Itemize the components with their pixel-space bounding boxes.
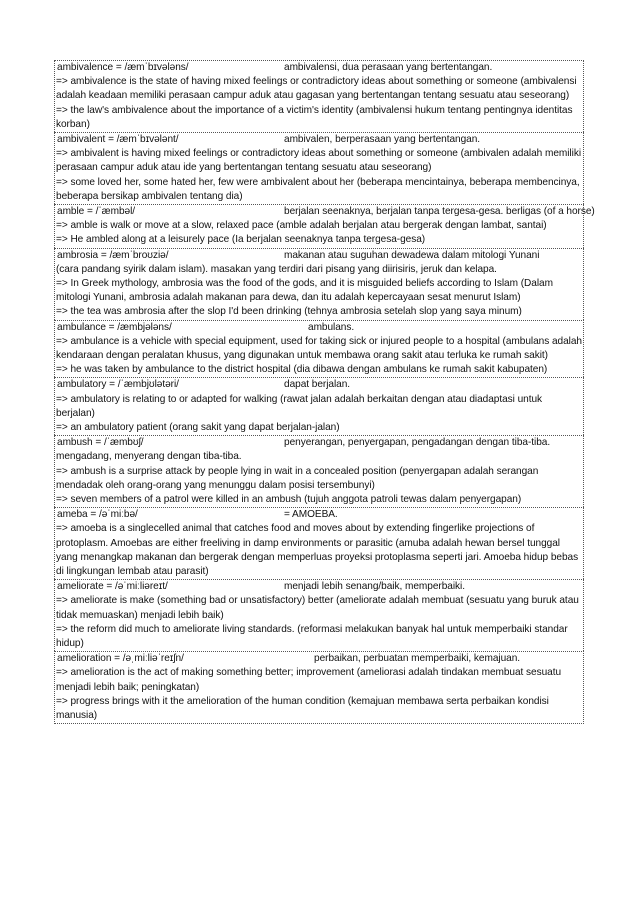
dictionary-page: [54, 60, 595, 724]
entry-meaning: ambulans.: [308, 321, 355, 333]
entry-text-line: => amelioration is the act of making something better; improvement (ameliorasi adalah tindakan membuat sesuatu menjadi lebih baik; peningkatan): [56, 667, 562, 693]
entry-text-line: => ambivalent is having mixed feelings or contradictory ideas about something or someone (ambivalen adalah memiliki perasaan campur aduk atau ide yang bertentangan tentang sesuatu atau seseorang): [56, 148, 582, 174]
entry-term: ambivalent = /æmˈbɪvələnt/: [57, 134, 179, 145]
dictionary-entry: [54, 132, 584, 204]
entry-text-line: => the tea was ambrosia after the slop I'd been drinking (tehnya ambrosia setelah slop yang saya minum): [56, 306, 522, 318]
dictionary-entry: [54, 377, 584, 435]
entry-meaning: dapat berjalan.: [284, 379, 351, 391]
entry-term: amelioration = /əˌmiːliəˈreɪʃn/: [57, 653, 184, 665]
entry-meaning: berjalan seenaknya, berjalan tanpa tergesa-gesa. berligas (of a horse): [284, 206, 595, 217]
dictionary-entry: [54, 579, 584, 651]
entry-text-line: => the reform did much to ameliorate living standards. (reformasi melakukan banyak hal untuk memperbaiki standar hidup): [56, 623, 568, 649]
entry-headline: [56, 436, 582, 450]
entry-term: ameba = /əˈmiːbə/: [57, 509, 138, 521]
entry-text-line: => amble is walk or move at a slow, relaxed pace (amble adalah berjalan atau bergerak dengan lambat, santai): [56, 220, 547, 232]
dictionary-entry: [54, 651, 584, 724]
entry-term: ambivalence = /æmˈbɪvələns/: [57, 62, 189, 73]
entry-term: ambulatory = /ˈæmbjʊlətəri/: [57, 379, 179, 391]
entry-meaning: = AMOEBA.: [284, 509, 338, 521]
entry-text-line: => ambulance is a vehicle with special equipment, used for taking sick or injured people to a hospital (ambulans adalah kendaraan dengan peralatan khusus, yang digunakan untuk membawa orang sakit atau terluka ke rumah sakit): [56, 335, 582, 361]
entry-headline: [56, 378, 582, 392]
entry-text-line: => ambivalence is the state of having mixed feelings or contradictory ideas about something or someone (ambivalensi adalah keadaan memiliki perasaan campur aduk atau gagasan yang bertentangan tentang sesuatu atau seseorang): [56, 76, 577, 102]
entry-text-line: => ambulatory is relating to or adapted for walking (rawat jalan adalah berkaitan dengan atau diadaptasi untuk berjalan): [56, 393, 543, 419]
entry-text-line: => progress brings with it the amelioration of the human condition (kemajuan membawa serta perbaikan kondisi manusia): [56, 695, 549, 721]
entry-text-line: => ameliorate is make (something bad or unsatisfactory) better (ameliorate adalah membuat (sesuatu yang buruk atau tidak memuaskan) menjadi lebih baik): [56, 595, 579, 621]
dictionary-entry: [54, 320, 584, 378]
entry-text-line: => seven members of a patrol were killed in an ambush (tujuh anggota patroli tewas dalam penyergapan): [56, 493, 522, 505]
entry-text-line: => the law's ambivalence about the importance of a victim's identity (ambivalensi hukum tentang pentingnya identitas korban): [56, 104, 573, 130]
entry-term: ambush = /ˈæmbʊʃ/: [57, 437, 144, 449]
entry-meaning: ambivalen, berperasaan yang bertentangan.: [284, 134, 481, 145]
entry-headline: [56, 580, 582, 594]
entry-term: ambulance = /æmbjələns/: [57, 321, 172, 333]
entry-meaning: ambivalensi, dua perasaan yang bertentangan.: [284, 62, 493, 73]
entry-meaning: menjadi lebih senang/baik, memperbaiki.: [284, 581, 465, 593]
entry-headline: [56, 133, 582, 147]
entry-text-line: => an ambulatory patient (orang sakit yang dapat berjalan-jalan): [56, 421, 340, 433]
entry-text-line: => he was taken by ambulance to the district hospital (dia dibawa dengan ambulans ke rumah sakit kabupaten): [56, 364, 548, 376]
dictionary-entry: [54, 435, 584, 507]
entry-headline: [56, 205, 595, 219]
entry-headline: [56, 61, 582, 75]
dictionary-entry: [54, 248, 584, 320]
entry-meaning: perbaikan, perbuatan memperbaiki, kemajuan.: [314, 653, 521, 665]
dictionary-entry: [54, 507, 584, 579]
entry-headline: [56, 249, 582, 263]
entry-text-line: => some loved her, some hated her, few were ambivalent about her (beberapa mencintainya, beberapa membencinya, beberapa bersikap ambivalen tentang dia): [56, 176, 580, 202]
entry-text-line: => amoeba is a singlecelled animal that catches food and moves about by extending fingerlike projections of protoplasm. Amoebas are either freeliving in damp environments or parasitic (amuba adalah hewan bersel tunggal yang menangkap makanan dan bergerak dengan memperluas proyeksi protoplasma seperti jari. Amoeba hidup bebas di lingkungan lembab atau parasit): [56, 523, 579, 577]
entry-text-line: => ambush is a surprise attack by people lying in wait in a concealed position (penyergapan adalah serangan mendadak oleh orang-orang yang menunggu dalam posisi tersembunyi): [56, 465, 539, 491]
entry-headline: [56, 508, 582, 522]
entry-term: amble = /ˈæmbəl/: [57, 206, 136, 217]
entry-meaning: makanan atau suguhan dewadewa dalam mitologi Yunani: [284, 249, 540, 261]
entry-headline: [56, 321, 582, 335]
entry-text-line: (cara pandang syirik dalam islam). masakan yang terdiri dari pisang yang diirisiris, jeruk dan kelapa.: [56, 263, 497, 275]
entry-term: ameliorate = /əˈmiːliəreɪt/: [57, 581, 168, 593]
entry-term: ambrosia = /æmˈbroʊziə/: [57, 249, 169, 261]
entry-meaning: penyerangan, penyergapan, pengadangan dengan tiba-tiba.: [284, 437, 551, 449]
entry-headline: [56, 652, 582, 666]
entry-text-line: => He ambled along at a leisurely pace (Ia berjalan seenaknya tanpa tergesa-gesa): [56, 234, 426, 246]
entry-text-line: mengadang, menyerang dengan tiba-tiba.: [56, 451, 242, 463]
entry-text-line: => In Greek mythology, ambrosia was the food of the gods, and it is misguided beliefs according to Islam (Dalam mitologi Yunani, ambrosia adalah makanan para dewa, dan itu adalah kepercayaan sesat menurut Islam): [56, 277, 553, 304]
dictionary-entry: [54, 204, 595, 248]
dictionary-entry: [54, 60, 584, 132]
